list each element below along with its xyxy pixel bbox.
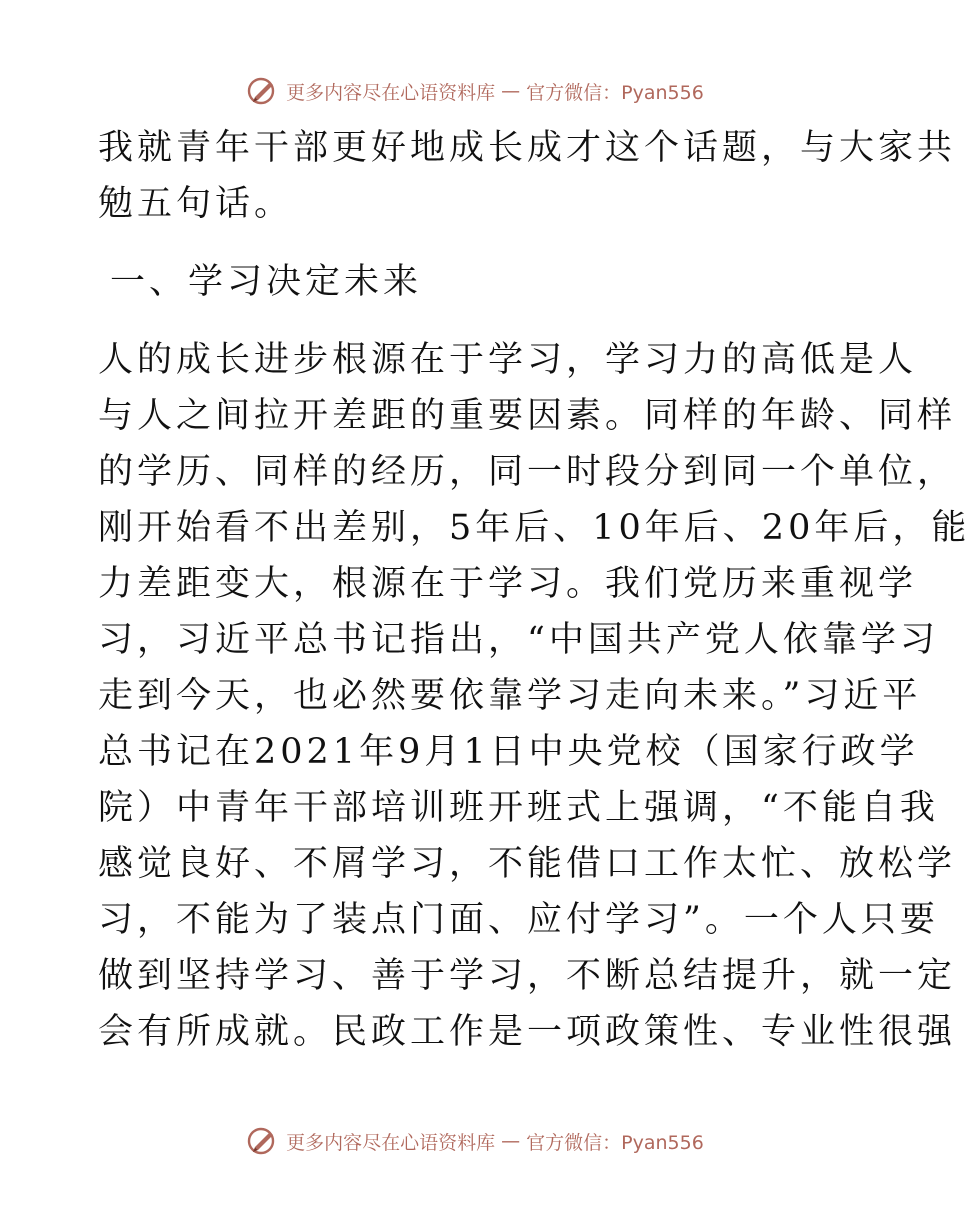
intro-line: 我就青年干部更好地成长成才这个话题，与大家共 (98, 128, 957, 168)
body-line: 总书记在2021年9月1日中央党校（国家行政学 (98, 732, 919, 772)
body-line: 院）中青年干部培训班开班式上强调，“不能自我 (98, 788, 939, 828)
body-line: 人的成长进步根源在于学习，学习力的高低是人 (98, 340, 918, 380)
header-watermark (0, 76, 950, 106)
watermark-text: 更多内容尽在心语资料库 (286, 81, 496, 104)
pen-logo-icon (246, 76, 280, 106)
body-line: 习，不能为了装点门面、应付学习”。一个人只要 (98, 900, 939, 940)
body-line: 与人之间拉开差距的重要因素。同样的年龄、同样 (98, 396, 957, 436)
body-line: 习，习近平总书记指出，“中国共产党人依靠学习 (98, 620, 939, 660)
footer-watermark (0, 1126, 950, 1156)
watermark-wechat: 官方微信：Pyan556 (526, 81, 704, 104)
section-heading: 一、学习决定未来 (110, 262, 423, 302)
watermark-separator: — (501, 80, 521, 102)
body-line: 走到今天，也必然要依靠学习走向未来。”习近平 (98, 676, 922, 716)
body-line: 的学历、同样的经历，同一时段分到同一个单位， (98, 452, 957, 492)
intro-line: 勉五句话。 (98, 184, 294, 224)
watermark-wechat: 官方微信：Pyan556 (526, 1131, 704, 1154)
body-line: 感觉良好、不屑学习，不能借口工作太忙、放松学 (98, 844, 957, 884)
document-body (98, 120, 970, 1060)
body-line: 刚开始看不出差别，5年后、10年后、20年后，能 (98, 508, 970, 548)
body-line: 做到坚持学习、善于学习，不断总结提升，就一定 (98, 956, 957, 996)
pen-logo-icon (246, 1126, 280, 1156)
body-line: 力差距变大，根源在于学习。我们党历来重视学 (98, 564, 918, 604)
watermark-separator: — (501, 1130, 521, 1152)
watermark-text: 更多内容尽在心语资料库 (286, 1131, 496, 1154)
body-line: 会有所成就。民政工作是一项政策性、专业性很强 (98, 1012, 957, 1052)
